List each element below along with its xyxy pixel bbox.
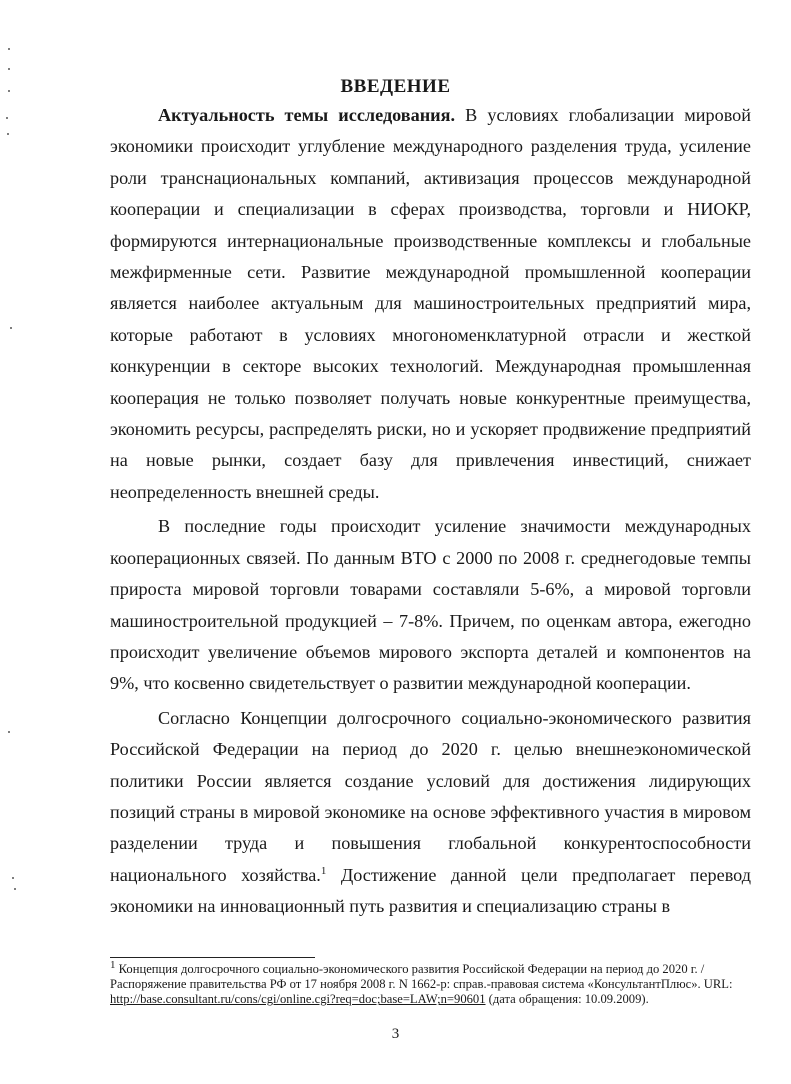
footnote-mark: 1 <box>110 958 116 971</box>
paragraph-lead: Актуальность темы исследования. <box>158 105 456 125</box>
page-title: ВВЕДЕНИЕ <box>340 76 451 97</box>
footnote-access-date: (дата обращения: 10.09.2009). <box>485 992 649 1007</box>
footnote-text: Концепция долгосрочного социально-экономического развития Российской Федерации на период до 2020 г. / Распоряжение правительства РФ от 17 ноября 2008 г. N 1662-р: справ.-правовая система «КонсультантПлюс». URL: <box>110 962 733 992</box>
page-number: 3 <box>391 1026 400 1042</box>
footnote-divider <box>110 957 315 958</box>
scan-speck <box>10 327 12 329</box>
scan-speck <box>6 117 8 119</box>
paragraph-relevance <box>110 100 751 508</box>
body-text <box>110 100 751 923</box>
paragraph-text: В условиях глобализации мировой экономики происходит углубление международного разделения труда, усиление роли транснациональных компаний, активизация процессов международной кооперации и специализации в сферах производства, торговли и НИОКР, формируются интернациональные производственные комплексы и глобальные межфирменные сети. Развитие международной промышленной кооперации является наиболее актуальным для машиностроительных предприятий мира, которые работают в условиях многономенклатурной отрасли и жесткой конкуренции в секторе высоких технологий. Международная промышленная кооперация не только позволяет получать новые конкурентные преимущества, экономить ресурсы, распределять риски, но и ускоряет продвижение предприятий на новые рынки, создает базу для привлечения инвестиций, снижает неопределенность внешней среды. <box>110 105 751 502</box>
scan-speck <box>7 133 9 135</box>
scan-speck <box>12 877 14 879</box>
scan-speck <box>8 48 10 50</box>
paragraph-concept <box>110 703 751 923</box>
footnote <box>110 958 755 1008</box>
paragraph-text: Достижение данной цели предполагает перевод экономики на инновационный путь развития и специализацию страны в <box>110 864 751 917</box>
footnote-reference[interactable]: 1 <box>320 864 327 877</box>
paragraph-cooperation: В последние годы происходит усиление значимости международных кооперационных связей. По данным ВТО с 2000 по 2008 г. среднегодовые темпы прироста мировой торговли товарами составляли 5-6%, а мировой торговли машиностроительной продукцией – 7-8%. Причем, по оценкам автора, ежегодно происходит увеличение объемов мирового экспорта деталей и компонентов на 9%, что косвенно свидетельствует о развитии международной кооперации. <box>110 516 751 694</box>
footnote-url-link[interactable]: http://base.consultant.ru/cons/cgi/online.cgi?req=doc;base=LAW;n=90601 <box>110 992 486 1007</box>
scan-speck <box>8 731 10 733</box>
scan-speck <box>8 68 10 70</box>
paragraph-text: Согласно Концепции долгосрочного социально-экономического развития Российской Федерации на период до 2020 г. целью внешнеэкономической политики России является создание условий для достижения лидирующих позиций страны в мировой экономике на основе эффективного участия в мировом разделении труда и повышения глобальной конкурентоспособности национального хозяйства. <box>110 707 751 885</box>
scan-speck <box>14 888 16 890</box>
